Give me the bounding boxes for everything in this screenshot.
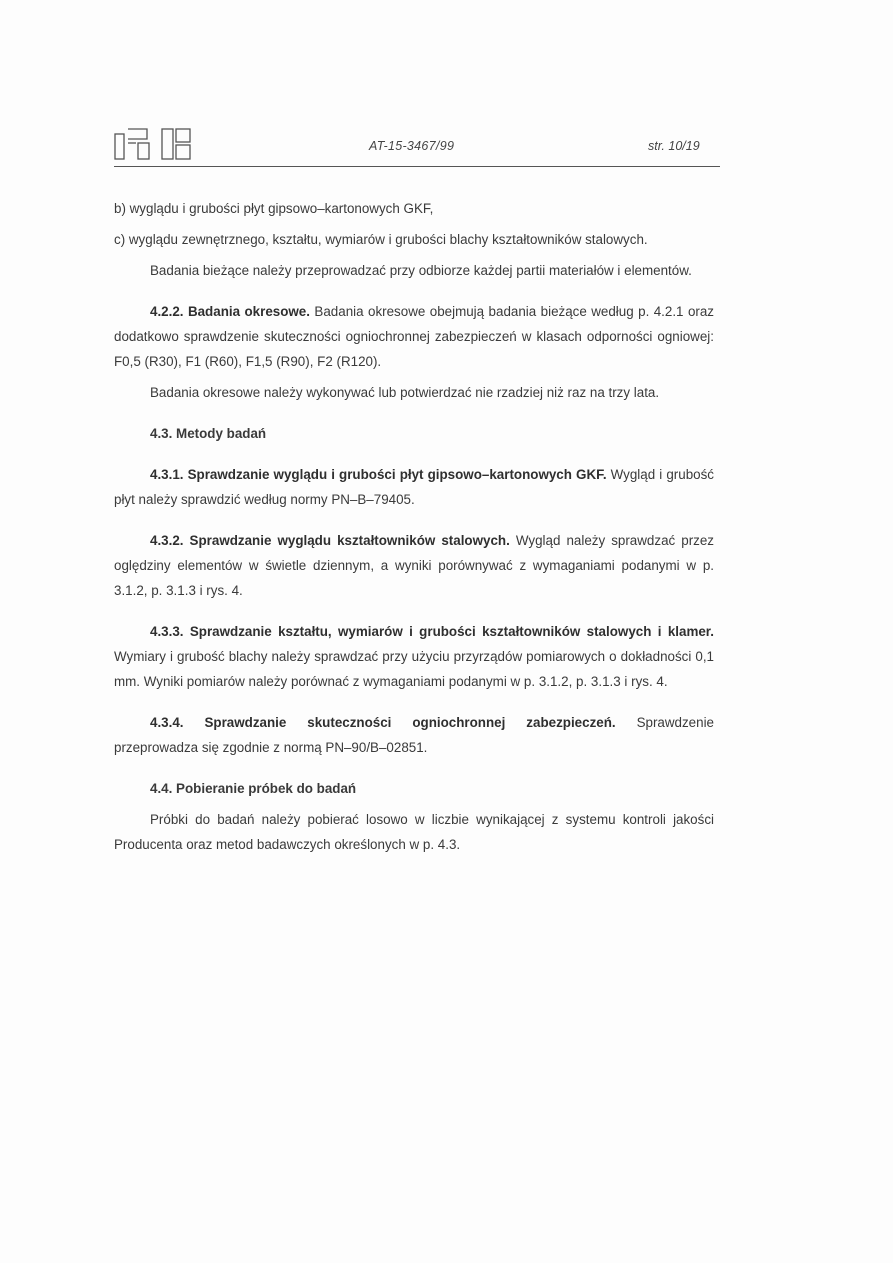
header-divider: [114, 166, 720, 167]
section-4-4-heading: 4.4. Pobieranie próbek do badań: [150, 781, 357, 796]
section-4-3-1: [114, 462, 714, 512]
list-item-b: b) wyglądu i grubości płyt gipsowo–kartonowych GKF,: [114, 201, 434, 216]
section-4-2-2: [114, 299, 714, 374]
section-4-3-3: [114, 619, 714, 694]
page-number: str. 10/19: [648, 139, 700, 153]
list-item-c: c) wyglądu zewnętrznego, kształtu, wymiarów i grubości blachy kształtowników stalowych.: [114, 232, 648, 247]
section-4-3-2: [114, 528, 714, 603]
periodic-frequency-paragraph: Badania okresowe należy wykonywać lub potwierdzać nie rzadziej niż raz na trzy lata.: [150, 385, 660, 400]
section-4-3-4-text: Sprawdzenie przeprowadza się zgodnie z normą PN–90/B–02851.: [114, 715, 714, 755]
section-4-3-1-text: Wygląd i grubość płyt należy sprawdzić według normy PN–B–79405.: [114, 467, 714, 507]
document-code: AT-15-3467/99: [369, 139, 455, 153]
section-4-3-1-title: 4.3.1. Sprawdzanie wyglądu i grubości płyt gipsowo–kartonowych GKF.: [150, 467, 607, 482]
section-4-3-3-text: Wymiary i grubość blachy należy sprawdzać przy użyciu przyrządów pomiarowych o dokładności 0,1 mm. Wyniki pomiarów należy porównać z wymaganiami podanymi w p. 3.1.2, p. 3.1.3 i rys. 4.: [114, 649, 714, 689]
section-4-4-text: Próbki do badań należy pobierać losowo w liczbie wynikającej z systemu kontroli jakości Producenta oraz metod badawczych określonych w p. 4.3.: [114, 812, 714, 852]
section-4-3-3-title: 4.3.3. Sprawdzanie kształtu, wymiarów i grubości kształtowników stalowych i klamer.: [150, 624, 714, 639]
page-header: [0, 0, 893, 170]
section-4-3-4: [114, 710, 714, 760]
section-4-3-heading: 4.3. Metody badań: [150, 426, 267, 441]
itb-logo-icon: [114, 128, 192, 160]
current-tests-paragraph: Badania bieżące należy przeprowadzać przy odbiorze każdej partii materiałów i elementów.: [150, 263, 692, 278]
section-4-3-2-title: 4.3.2. Sprawdzanie wyglądu kształtowników stalowych.: [150, 533, 510, 548]
section-4-3-4-title: 4.3.4. Sprawdzanie skuteczności ogniochronnej zabezpieczeń.: [150, 715, 616, 730]
section-4-2-2-title: 4.2.2. Badania okresowe.: [150, 304, 310, 319]
section-4-2-2-text: Badania okresowe obejmują badania bieżące według p. 4.2.1 oraz dodatkowo sprawdzenie skuteczności ogniochronnej zabezpieczeń w klasach odporności ogniowej: F0,5 (R30), F1 (R60), F1,5 (R90), F2 (R120).: [114, 304, 715, 369]
document-body: [114, 196, 714, 857]
section-4-3-2-text: Wygląd należy sprawdzać przez oględziny elementów w świetle dziennym, a wyniki porównywać z wymaganiami podanymi w p. 3.1.2, p. 3.1.3 i rys. 4.: [114, 533, 715, 598]
